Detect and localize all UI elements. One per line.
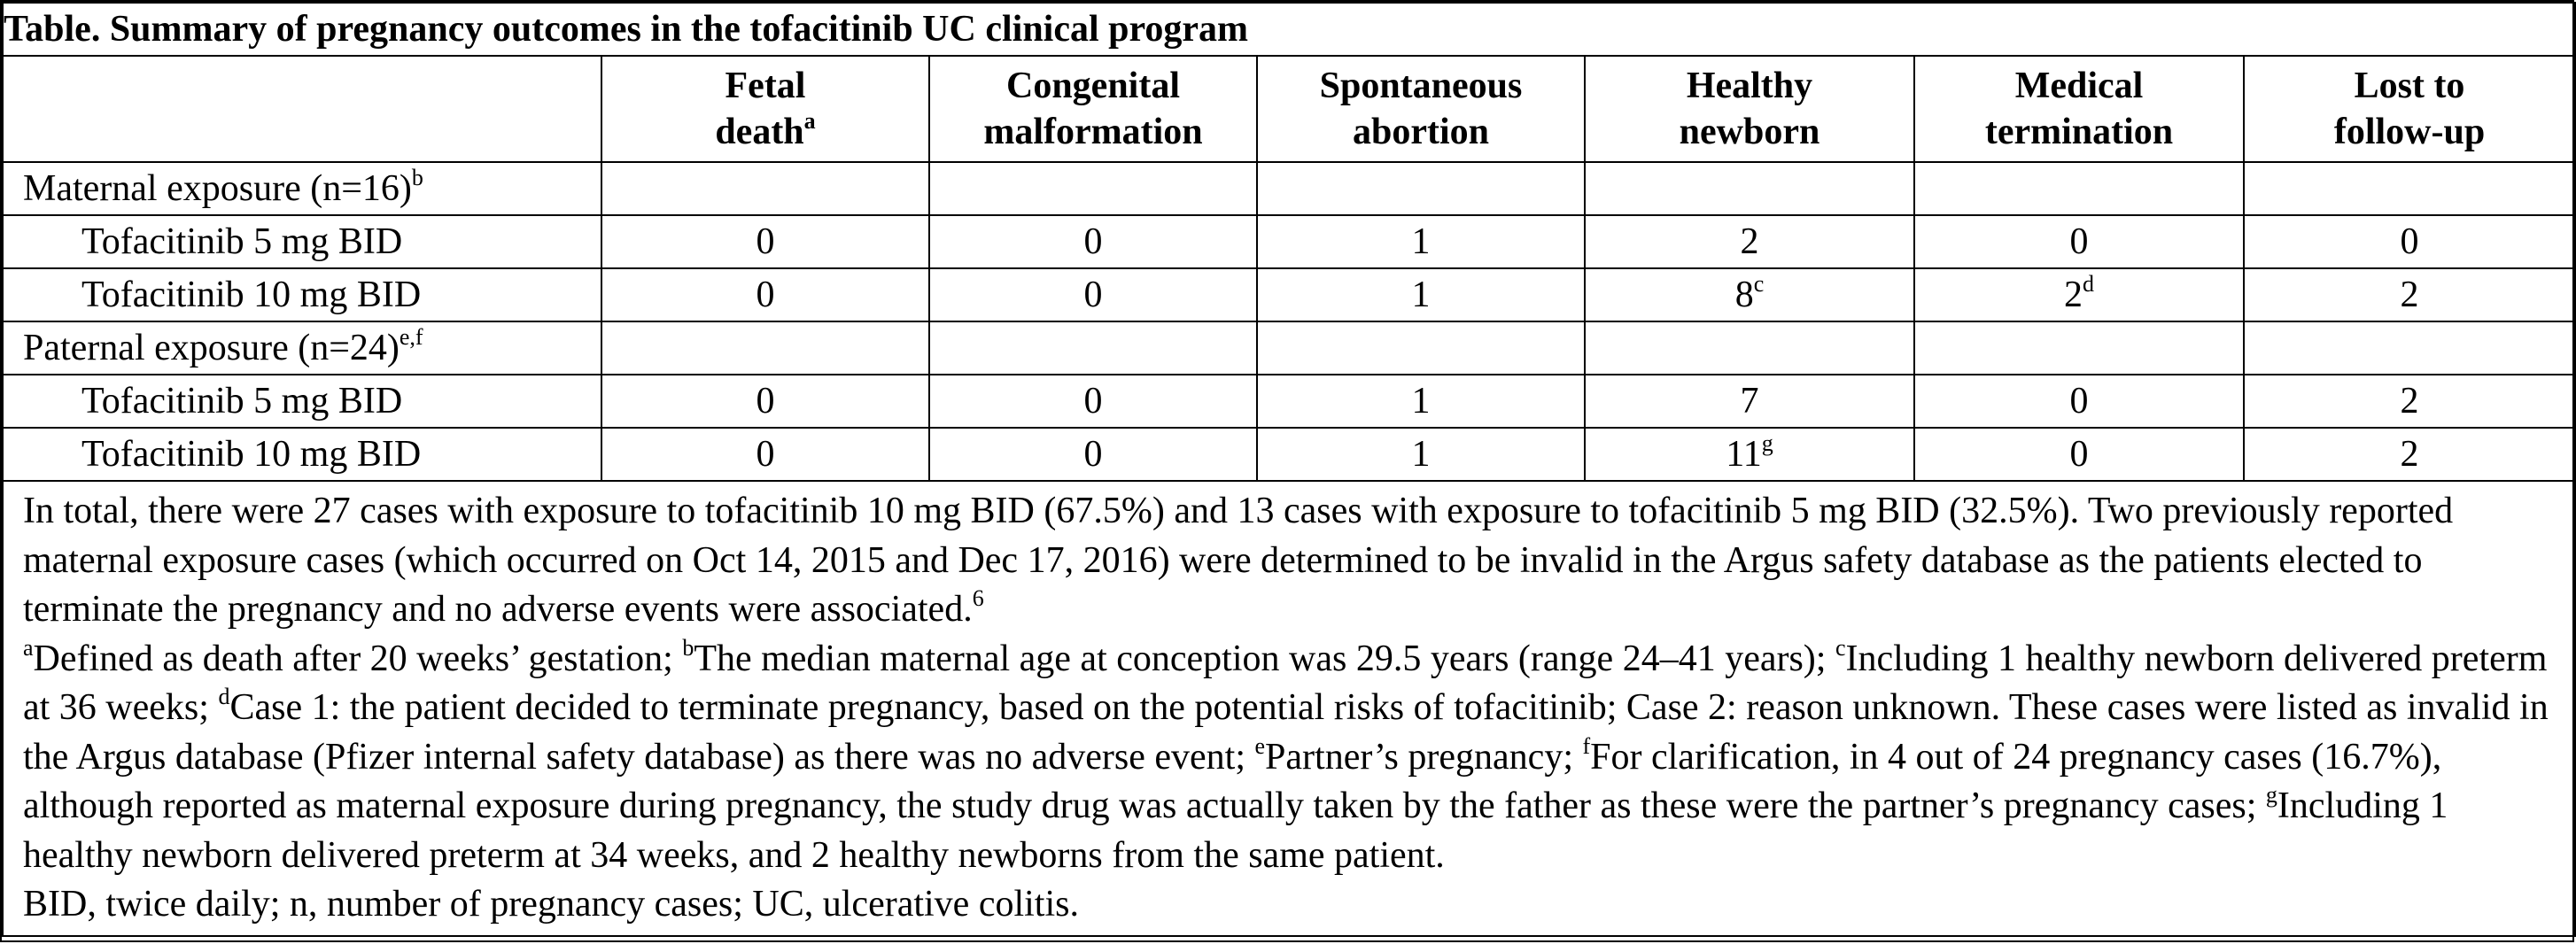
table-cell <box>601 428 929 481</box>
table-header-row <box>3 56 2575 162</box>
cell-value: 8 <box>1734 275 1754 315</box>
cell-value: 1 <box>1411 221 1431 262</box>
table-cell <box>1914 268 2244 321</box>
footnote-text: Partner’s pregnancy; <box>1265 736 1583 778</box>
footnotes <box>23 635 2555 881</box>
table-cell <box>929 268 1257 321</box>
notes-row <box>3 481 2575 936</box>
column-header <box>1257 56 1585 162</box>
empty-cell <box>601 162 929 215</box>
table-cell <box>1257 215 1585 268</box>
table-cell <box>601 375 929 428</box>
table-cell <box>1914 215 2244 268</box>
footnote-mark: c <box>1835 634 1846 661</box>
table-cell <box>1585 428 1914 481</box>
footnote-text: Including 1 healthy newborn delivered preterm at 36 weeks; <box>23 638 2548 728</box>
column-header-line2: death <box>715 112 804 152</box>
table-row <box>3 215 2575 268</box>
table-cell <box>1914 375 2244 428</box>
row-label-cell <box>3 428 601 481</box>
footnote-mark: c <box>1753 271 1765 297</box>
row-label: Tofacitinib 10 mg BID <box>81 434 422 475</box>
column-header <box>1585 56 1914 162</box>
table-title: Table. Summary of pregnancy outcomes in the tofacitinib UC clinical program <box>3 3 2575 56</box>
reference-mark: 6 <box>972 585 984 611</box>
cell-value: 0 <box>1083 381 1103 422</box>
group-row <box>3 321 2575 375</box>
row-label-cell <box>3 268 601 321</box>
group-label-cell <box>3 321 601 375</box>
footnote-text: For clarification, in 4 out of 24 pregnancy cases (16.7%), although reported as maternal exposure during pregnancy, the study drug was actually taken by the father as these were the partner’s pregnancy cases; <box>23 736 2442 826</box>
footnote-mark: e,f <box>399 324 423 350</box>
cell-value: 0 <box>2069 434 2089 475</box>
table-cell <box>2244 428 2575 481</box>
row-label-cell <box>3 215 601 268</box>
empty-cell <box>2244 321 2575 375</box>
table-cell <box>2244 268 2575 321</box>
group-row <box>3 162 2575 215</box>
cell-value: 0 <box>1083 221 1103 262</box>
table-cell <box>1257 428 1585 481</box>
column-header-line2: termination <box>1984 112 2174 152</box>
table-cell <box>1914 428 2244 481</box>
column-header-line1: Healthy <box>1686 66 1813 106</box>
footnote-mark: d <box>218 684 230 709</box>
cell-value: 1 <box>1411 381 1431 422</box>
cell-value: 2 <box>2064 275 2083 315</box>
column-header-line2: follow-up <box>2333 112 2486 152</box>
column-header-line2: newborn <box>1679 112 1820 152</box>
cell-value: 7 <box>1740 381 1759 422</box>
footnote-mark: g <box>2265 782 2277 808</box>
pregnancy-outcomes-table <box>2 2 2576 937</box>
footnote-mark: a <box>23 634 34 661</box>
column-header-line1: Lost to <box>2354 66 2465 106</box>
table-title-row <box>3 3 2575 56</box>
table-cell <box>929 215 1257 268</box>
empty-cell <box>1585 162 1914 215</box>
column-header-line1: Spontaneous <box>1319 66 1523 106</box>
total-note-text: In total, there were 27 cases with exposure to tofacitinib 10 mg BID (67.5%) and 13 cases with exposure to tofacitinib 5 mg BID (32.5%). Two previously reported maternal exposure cases (which occurred on Oct 14, 2015 and Dec 17, 2016) were determined to be invalid in the Argus safety database as the patients elected to terminate the pregnancy and no adverse events were associated. <box>23 491 2454 630</box>
empty-cell <box>1257 162 1585 215</box>
column-header <box>2244 56 2575 162</box>
abbreviations <box>23 880 2555 930</box>
cell-value: 0 <box>1083 434 1103 475</box>
footnote-mark: b <box>411 165 423 190</box>
cell-value: 0 <box>1083 275 1103 315</box>
row-label: Tofacitinib 10 mg BID <box>81 275 422 315</box>
cell-value: 0 <box>756 221 775 262</box>
cell-value: 0 <box>756 275 775 315</box>
footnote-mark: a <box>803 108 816 134</box>
table-row <box>3 375 2575 428</box>
table-row <box>3 428 2575 481</box>
cell-value: 2 <box>2400 275 2419 315</box>
empty-cell <box>601 321 929 375</box>
cell-value: 2 <box>1740 221 1759 262</box>
group-label: Paternal exposure (n=24) <box>23 328 400 368</box>
row-label: Tofacitinib 5 mg BID <box>81 381 403 422</box>
column-header-line1: Congenital <box>1005 66 1180 106</box>
cell-value: 2 <box>2400 381 2419 422</box>
table-cell <box>601 268 929 321</box>
cell-value: 0 <box>2069 381 2089 422</box>
column-header <box>929 56 1257 162</box>
empty-cell <box>2244 162 2575 215</box>
group-label-cell <box>3 162 601 215</box>
table-row <box>3 268 2575 321</box>
empty-cell <box>929 321 1257 375</box>
empty-cell <box>1914 162 2244 215</box>
table-cell <box>2244 215 2575 268</box>
table-cell <box>929 375 1257 428</box>
notes-cell <box>3 481 2575 936</box>
table-cell <box>929 428 1257 481</box>
column-header-line2: malformation <box>983 112 1203 152</box>
cell-value: 2 <box>2400 434 2419 475</box>
header-empty-cell <box>3 56 601 162</box>
footnote-mark: d <box>2083 271 2094 297</box>
empty-cell <box>929 162 1257 215</box>
column-header-line1: Fetal <box>725 66 806 106</box>
cell-value: 1 <box>1411 434 1431 475</box>
footnote-text: Case 1: the patient decided to terminate pregnancy, based on the potential risks of tofacitinib; Case 2: reason unknown. These cases were listed as invalid in the Argus database (Pfizer internal safety database) as there was no adverse event; <box>23 687 2549 778</box>
column-header-line2: abortion <box>1352 112 1489 152</box>
cell-value: 0 <box>2069 221 2089 262</box>
column-header-line1: Medical <box>2014 66 2144 106</box>
column-header <box>601 56 929 162</box>
abbreviations-text: BID, twice daily; n, number of pregnancy cases; UC, ulcerative colitis. <box>23 884 1079 925</box>
table-cell <box>1585 375 1914 428</box>
group-label: Maternal exposure (n=16) <box>23 168 412 209</box>
table-cell <box>1585 268 1914 321</box>
footnote-text: Defined as death after 20 weeks’ gestation; <box>33 638 683 679</box>
row-label-cell <box>3 375 601 428</box>
cell-value: 0 <box>2400 221 2419 262</box>
empty-cell <box>1257 321 1585 375</box>
footnote-mark: f <box>1582 732 1591 759</box>
table-cell <box>1257 375 1585 428</box>
empty-cell <box>1914 321 2244 375</box>
empty-cell <box>1585 321 1914 375</box>
footnote-mark: b <box>682 634 694 661</box>
footnote-text: The median maternal age at conception was 29.5 years (range 24–41 years); <box>694 638 1835 679</box>
footnote-text: Including 1 healthy newborn delivered preterm at 34 weeks, and 2 healthy newborns from the same patient. <box>23 785 2448 876</box>
cell-value: 1 <box>1411 275 1431 315</box>
table-cell <box>1257 268 1585 321</box>
column-header <box>1914 56 2244 162</box>
row-label: Tofacitinib 5 mg BID <box>81 221 403 262</box>
table-cell <box>1585 215 1914 268</box>
cell-value: 0 <box>756 381 775 422</box>
table-cell <box>2244 375 2575 428</box>
footnote-mark: e <box>1254 732 1266 759</box>
cell-value: 0 <box>756 434 775 475</box>
total-note <box>23 487 2555 635</box>
cell-value: 11 <box>1726 434 1762 475</box>
footnote-mark: g <box>1761 430 1773 456</box>
table-cell <box>601 215 929 268</box>
